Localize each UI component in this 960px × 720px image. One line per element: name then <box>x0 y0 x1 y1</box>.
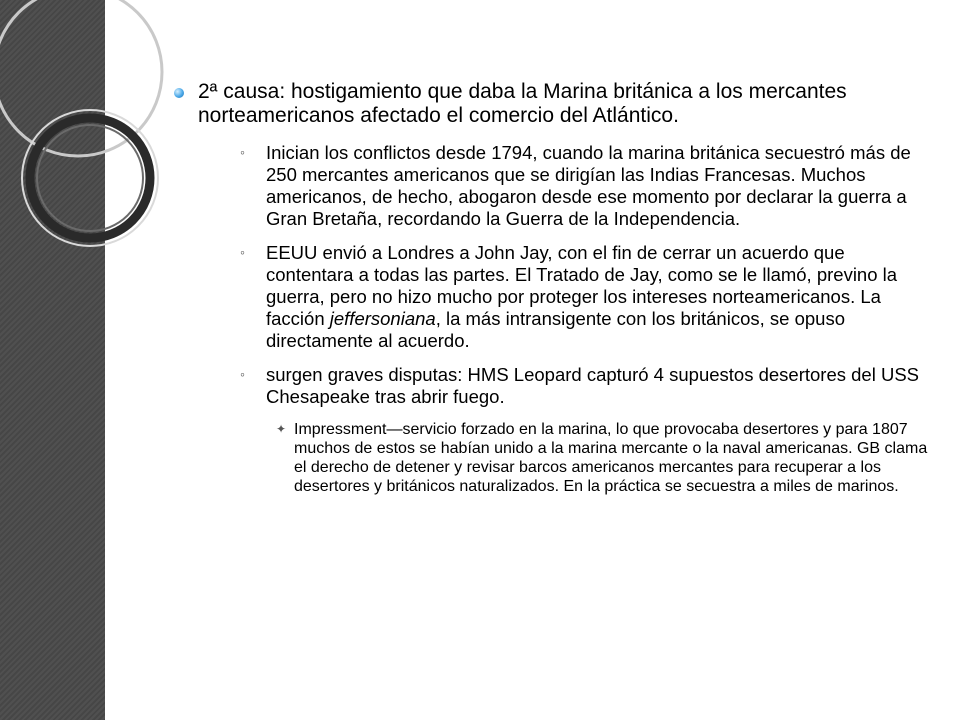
sub-sub-bullet-1 <box>198 420 930 496</box>
sidebar-panel <box>0 0 105 720</box>
circle-bullet-icon: ◦ <box>240 244 245 260</box>
sub-bullet-3 <box>198 364 930 408</box>
sub-bullet-2 <box>198 242 930 352</box>
sub-sub-bullet-1-text: Impressment—servicio forzado en la marina, lo que provocaba desertores y para 1807 muchos de estos se habían unido a la marina mercante o la naval americanas. GB clama el derecho de detener y revisar barcos americanos mercantes para recuperar a los desertores y británicos naturalizados. En la práctica se secuestra a miles de marinos. <box>294 421 928 495</box>
sub-sub-bullet-list <box>198 420 930 496</box>
sub-bullet-3-text: surgen graves disputas: HMS Leopard capturó 4 supuestos desertores del USS Chesapeake tras abrir fuego. <box>266 364 920 407</box>
bullet-list <box>160 80 930 496</box>
circle-bullet-icon: ◦ <box>240 366 245 382</box>
sub-bullet-1 <box>198 142 930 230</box>
main-bullet-text: 2ª causa: hostigamiento que daba la Marina británica a los mercantes norteamericanos afectado el comercio del Atlántico. <box>198 80 847 127</box>
bullet-dot-icon <box>174 88 184 98</box>
sub-bullet-2-text-before: EEUU envió a Londres a John Jay, con el fin de cerrar un acuerdo que contentara a todas las partes. El Tratado de Jay, como se le llamó, previno la guerra, pero no hizo mucho por proteger los intereses norteamericanos. La facción <box>266 242 898 329</box>
star-bullet-icon: ✦ <box>276 422 287 436</box>
slide-content <box>160 80 930 496</box>
circle-bullet-icon: ◦ <box>240 144 245 160</box>
sub-bullet-list <box>198 142 930 408</box>
sub-bullet-2-italic: jeffersoniana <box>329 308 436 329</box>
sub-bullet-1-text: Inician los conflictos desde 1794, cuando la marina británica secuestró más de 250 mercantes americanos que se dirigían las Indias Francesas. Muchos americanos, de hecho, abogaron desde ese momento por declarar la guerra a Gran Bretaña, recordando la Guerra de la Independencia. <box>266 142 911 229</box>
sub-bullet-2-text-after: , la más intransigente con los británicos, se opuso directamente al acuerdo. <box>266 308 845 351</box>
main-bullet <box>160 80 930 496</box>
